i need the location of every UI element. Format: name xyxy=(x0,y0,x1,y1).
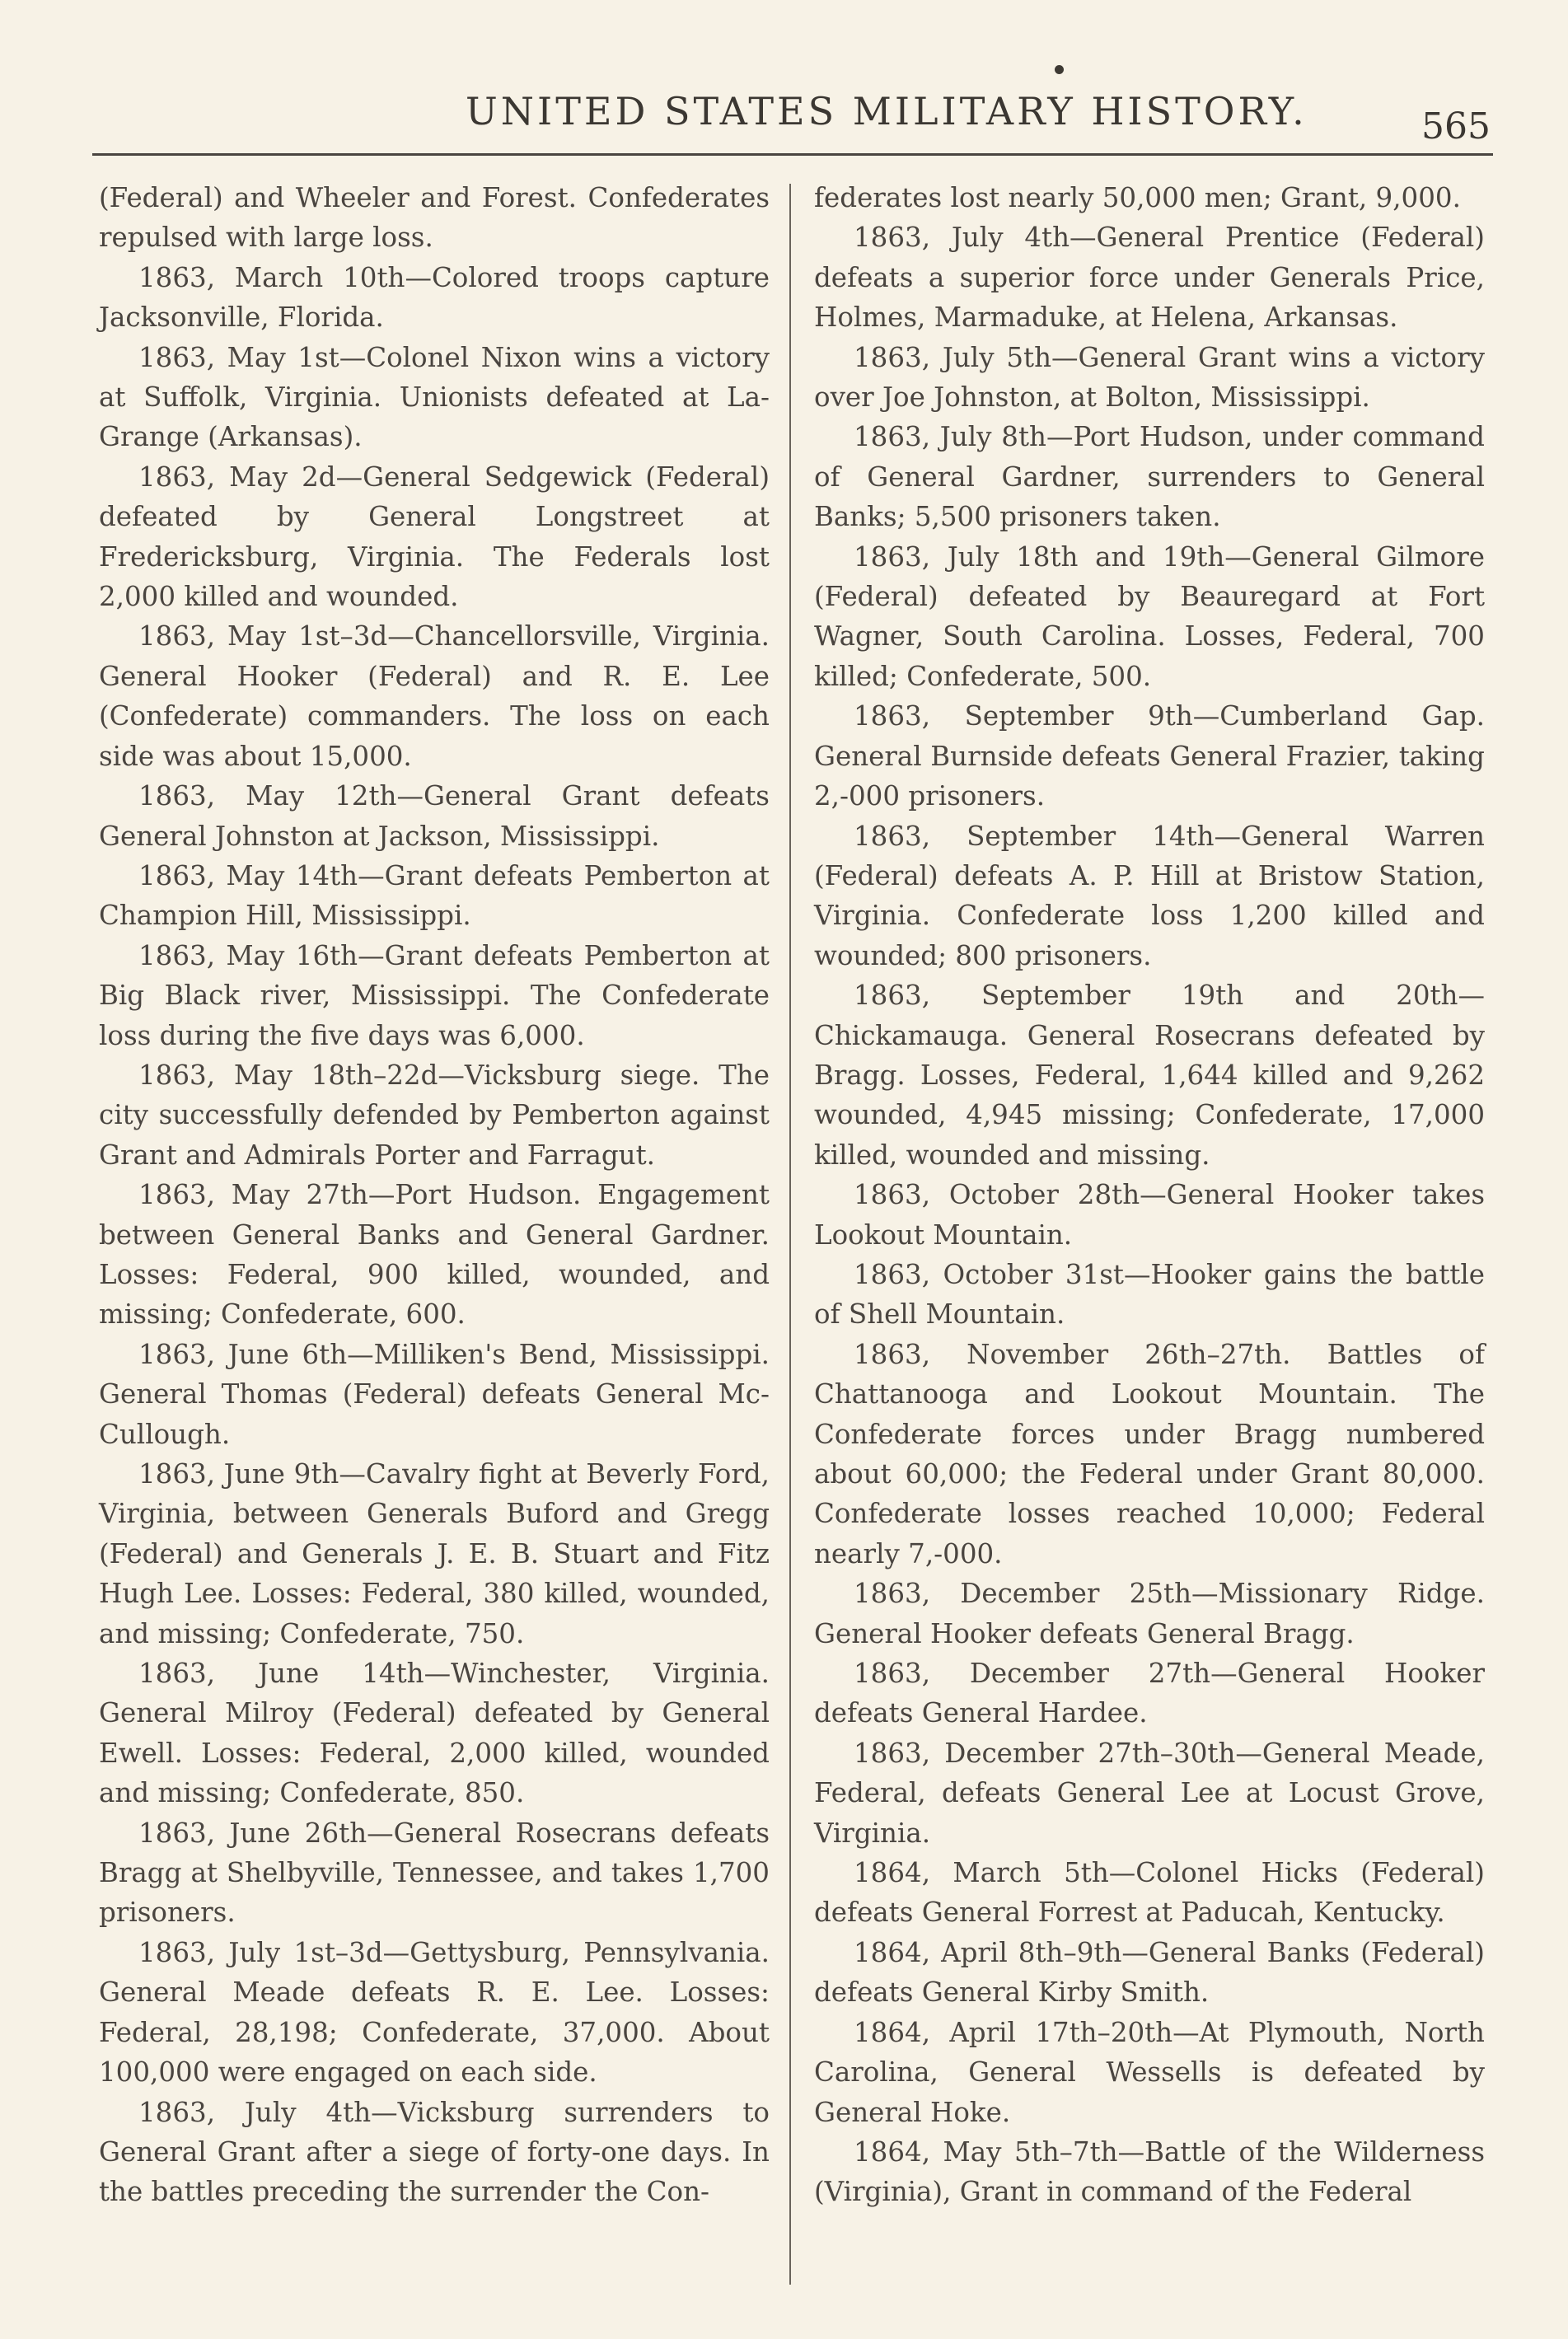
paragraph: 1864, April 17th–20th—At Plymouth, North Carolina, General Wessells is defeated by General Hoke. xyxy=(814,2016,1485,2128)
paragraph: 1863, May 18th–22d—Vicksburg siege. The city successfully defended by Pemberton against Grant and Admirals Porter and Farragut. xyxy=(99,1059,770,1171)
paragraph: 1863, June 6th—Milliken's Bend, Mississippi. General Thomas (Federal) defeats General Mc-Cullough. xyxy=(99,1338,770,1450)
paragraph: 1863, May 14th—Grant defeats Pemberton at Champion Hill, Mississippi. xyxy=(99,859,770,932)
paragraph: 1863, September 14th—General Warren (Federal) defeats A. P. Hill at Bristow Station, Virginia. Confederate loss 1,200 killed and wounded; 800 prisoners. xyxy=(814,820,1485,971)
paragraph: 1863, December 27th—General Hooker defeats General Hardee. xyxy=(814,1658,1485,1729)
paragraph: 1863, May 12th—General Grant defeats General Johnston at Jackson, Mississippi. xyxy=(99,780,770,852)
ink-dot xyxy=(1055,65,1064,74)
paragraph: 1863, July 8th—Port Hudson, under command of General Gardner, surrenders to General Banks; 5,500 prisoners taken. xyxy=(814,421,1485,533)
paragraph: 1863, July 5th—General Grant wins a victory over Joe Johnston, at Bolton, Mississippi. xyxy=(814,341,1485,414)
paragraph: 1863, May 16th—Grant defeats Pemberton at Big Black river, Mississippi. The Confederate loss during the five days was 6,000. xyxy=(99,939,770,1051)
paragraph: 1863, September 19th and 20th—Chickamauga. General Rosecrans defeated by Bragg. Losses, Federal, 1,644 killed and 9,262 wounded, 4,945 missing; Confederate, 17,000 killed, wounded and missing. xyxy=(814,980,1485,1171)
paragraph: 1863, July 4th—General Prentice (Federal) defeats a superior force under Generals Price, Holmes, Marmaduke, at Helena, Arkansas. xyxy=(814,222,1485,334)
running-head: UNITED STATES MILITARY HISTORY. xyxy=(466,89,1308,133)
paragraph: 1863, March 10th—Colored troops capture Jacksonville, Florida. xyxy=(99,261,770,334)
paragraph: 1863, December 27th–30th—General Meade, Federal, defeats General Lee at Locust Grove, Virginia. xyxy=(814,1737,1485,1849)
paragraph: (Federal) and Wheeler and Forest. Confederates repulsed with large loss. xyxy=(99,182,770,254)
paragraph: 1864, March 5th—Colonel Hicks (Federal) defeats General Forrest at Paducah, Kentucky. xyxy=(814,1857,1485,1929)
paragraph: 1863, September 9th—Cumberland Gap. General Burnside defeats General Frazier, taking 2,-000 prisoners. xyxy=(814,700,1485,812)
paragraph: 1864, April 8th–9th—General Banks (Federal) defeats General Kirby Smith. xyxy=(814,1936,1485,2009)
paragraph: 1863, May 1st–3d—Chancellorsville, Virginia. General Hooker (Federal) and R. E. Lee (Confederate) commanders. The loss on each side was about 15,000. xyxy=(99,620,770,772)
paragraph: 1863, October 28th—General Hooker takes Lookout Mountain. xyxy=(814,1179,1485,1251)
paragraph: 1863, October 31st—Hooker gains the battle of Shell Mountain. xyxy=(814,1258,1485,1331)
paragraph: 1863, July 18th and 19th—General Gilmore (Federal) defeated by Beauregard at Fort Wagner, South Carolina. Losses, Federal, 700 killed; Confederate, 500. xyxy=(814,540,1485,692)
paragraph: 1863, July 1st–3d—Gettysburg, Pennsylvania. General Meade defeats R. E. Lee. Losses: Federal, 28,198; Confederate, 37,000. About 100,000 were engaged on each side. xyxy=(99,1936,770,2089)
paragraph: federates lost nearly 50,000 men; Grant, 9,000. xyxy=(814,182,1461,213)
paragraph: 1864, May 5th–7th—Battle of the Wilderness (Virginia), Grant in command of the Federal xyxy=(814,2136,1485,2208)
right-column xyxy=(814,178,1485,2212)
paragraph: 1863, May 27th—Port Hudson. Engagement between General Banks and General Gardner. Losses: Federal, 900 killed, wounded, and missing; Confederate, 600. xyxy=(99,1179,770,1331)
paragraph: 1863, June 26th—General Rosecrans defeats Bragg at Shelbyville, Tennessee, and takes 1,700 prisoners. xyxy=(99,1817,770,1929)
paragraph: 1863, May 2d—General Sedgewick (Federal) defeated by General Longstreet at Fredericksburg, Virginia. The Federals lost 2,000 killed and wounded. xyxy=(99,461,770,613)
paragraph: 1863, July 4th—Vicksburg surrenders to General Grant after a siege of forty-one days. In the battles preceding the surrender the Con- xyxy=(99,2096,770,2208)
paragraph: 1863, June 14th—Winchester, Virginia. General Milroy (Federal) defeated by General Ewell. Losses: Federal, 2,000 killed, wounded and missing; Confederate, 850. xyxy=(99,1658,770,1809)
paragraph: 1863, May 1st—Colonel Nixon wins a victory at Suffolk, Virginia. Unionists defeated at La-Grange (Arkansas). xyxy=(99,341,770,453)
paragraph: 1863, June 9th—Cavalry fight at Beverly Ford, Virginia, between Generals Buford and Gregg (Federal) and Generals J. E. B. Stuart and Fitz Hugh Lee. Losses: Federal, 380 killed, wounded, and missing; Confederate, 750. xyxy=(99,1458,770,1649)
paragraph: 1863, December 25th—Missionary Ridge. General Hooker defeats General Bragg. xyxy=(814,1578,1485,1649)
page-number: 565 xyxy=(1421,105,1491,147)
header-rule xyxy=(92,153,1493,156)
column-divider xyxy=(789,184,791,2285)
left-column xyxy=(99,178,770,2212)
paragraph: 1863, November 26th–27th. Battles of Chattanooga and Lookout Mountain. The Confederate forces under Bragg numbered about 60,000; the Federal under Grant 80,000. Confederate losses reached 10,000; Federal nearly 7,-000. xyxy=(814,1338,1485,1569)
